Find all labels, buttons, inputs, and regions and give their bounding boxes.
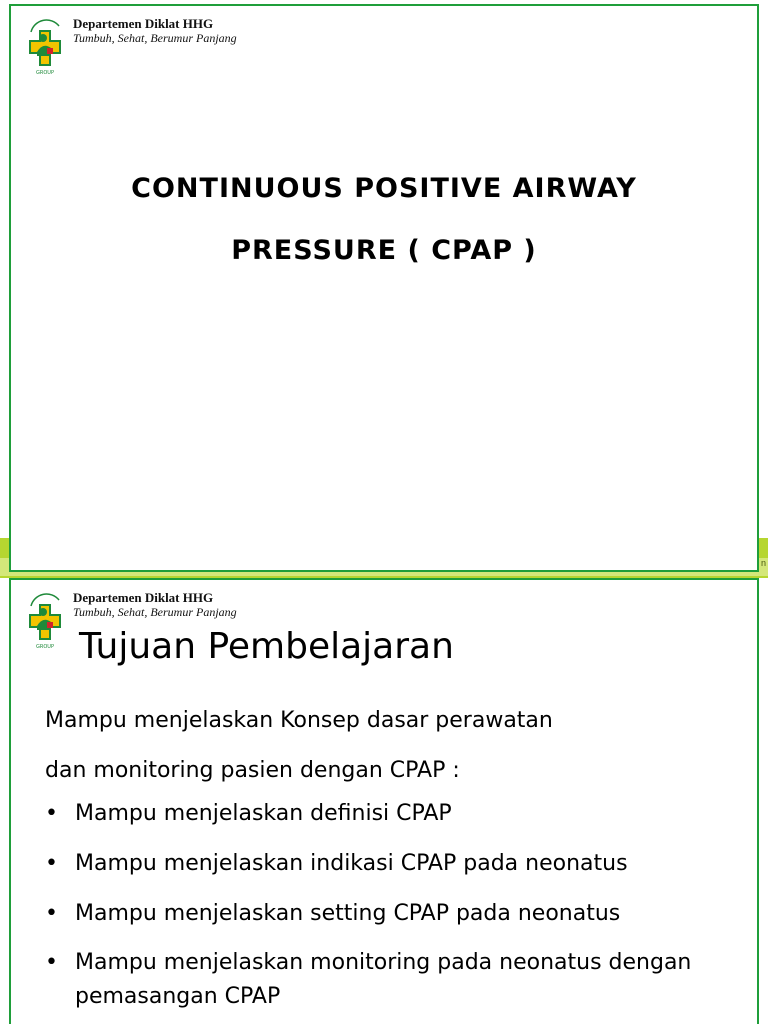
department-name: Departemen Diklat HHG xyxy=(73,16,214,31)
department-tagline: Tumbuh, Sehat, Berumur Panjang xyxy=(73,605,237,619)
slide-header xyxy=(25,14,237,76)
department-name: Departemen Diklat HHG xyxy=(73,590,214,605)
bullet-icon: • xyxy=(45,851,58,876)
slide-1-title-line-1: CONTINUOUS POSITIVE AIRWAY xyxy=(131,173,637,204)
department-tagline: Tumbuh, Sehat, Berumur Panjang xyxy=(73,31,237,45)
slide-2-title: Tujuan Pembelajaran xyxy=(79,626,454,667)
list-item: • Mampu menjelaskan monitoring pada neonatus dengan pemasangan CPAP xyxy=(45,946,745,1014)
hospital-logo-icon xyxy=(25,14,65,76)
slide-2 xyxy=(9,578,759,1024)
list-item: • Mampu menjelaskan definisi CPAP xyxy=(45,796,745,832)
slide-2-body xyxy=(45,696,745,1024)
list-item: • Mampu menjelaskan indikasi CPAP pada neonatus xyxy=(45,846,745,882)
bullet-icon: • xyxy=(45,901,58,926)
hospital-logo-icon xyxy=(25,588,65,650)
intro-line-1: Mampu menjelaskan Konsep dasar perawatan xyxy=(45,708,553,733)
svg-text:GROUP: GROUP xyxy=(36,644,54,650)
svg-text:GROUP: GROUP xyxy=(36,70,54,76)
slide-1-title-line-2: PRESSURE ( CPAP ) xyxy=(231,235,537,266)
band-fragment-text: n xyxy=(760,558,766,568)
bullet-icon: • xyxy=(45,950,58,975)
intro-line-2: dan monitoring pasien dengan CPAP : xyxy=(45,758,460,783)
list-item: • Mampu menjelaskan setting CPAP pada neonatus xyxy=(45,896,745,932)
slide-1-title xyxy=(11,158,757,282)
slide-1 xyxy=(9,4,759,572)
bullet-icon: • xyxy=(45,801,58,826)
objectives-list xyxy=(45,796,745,1014)
